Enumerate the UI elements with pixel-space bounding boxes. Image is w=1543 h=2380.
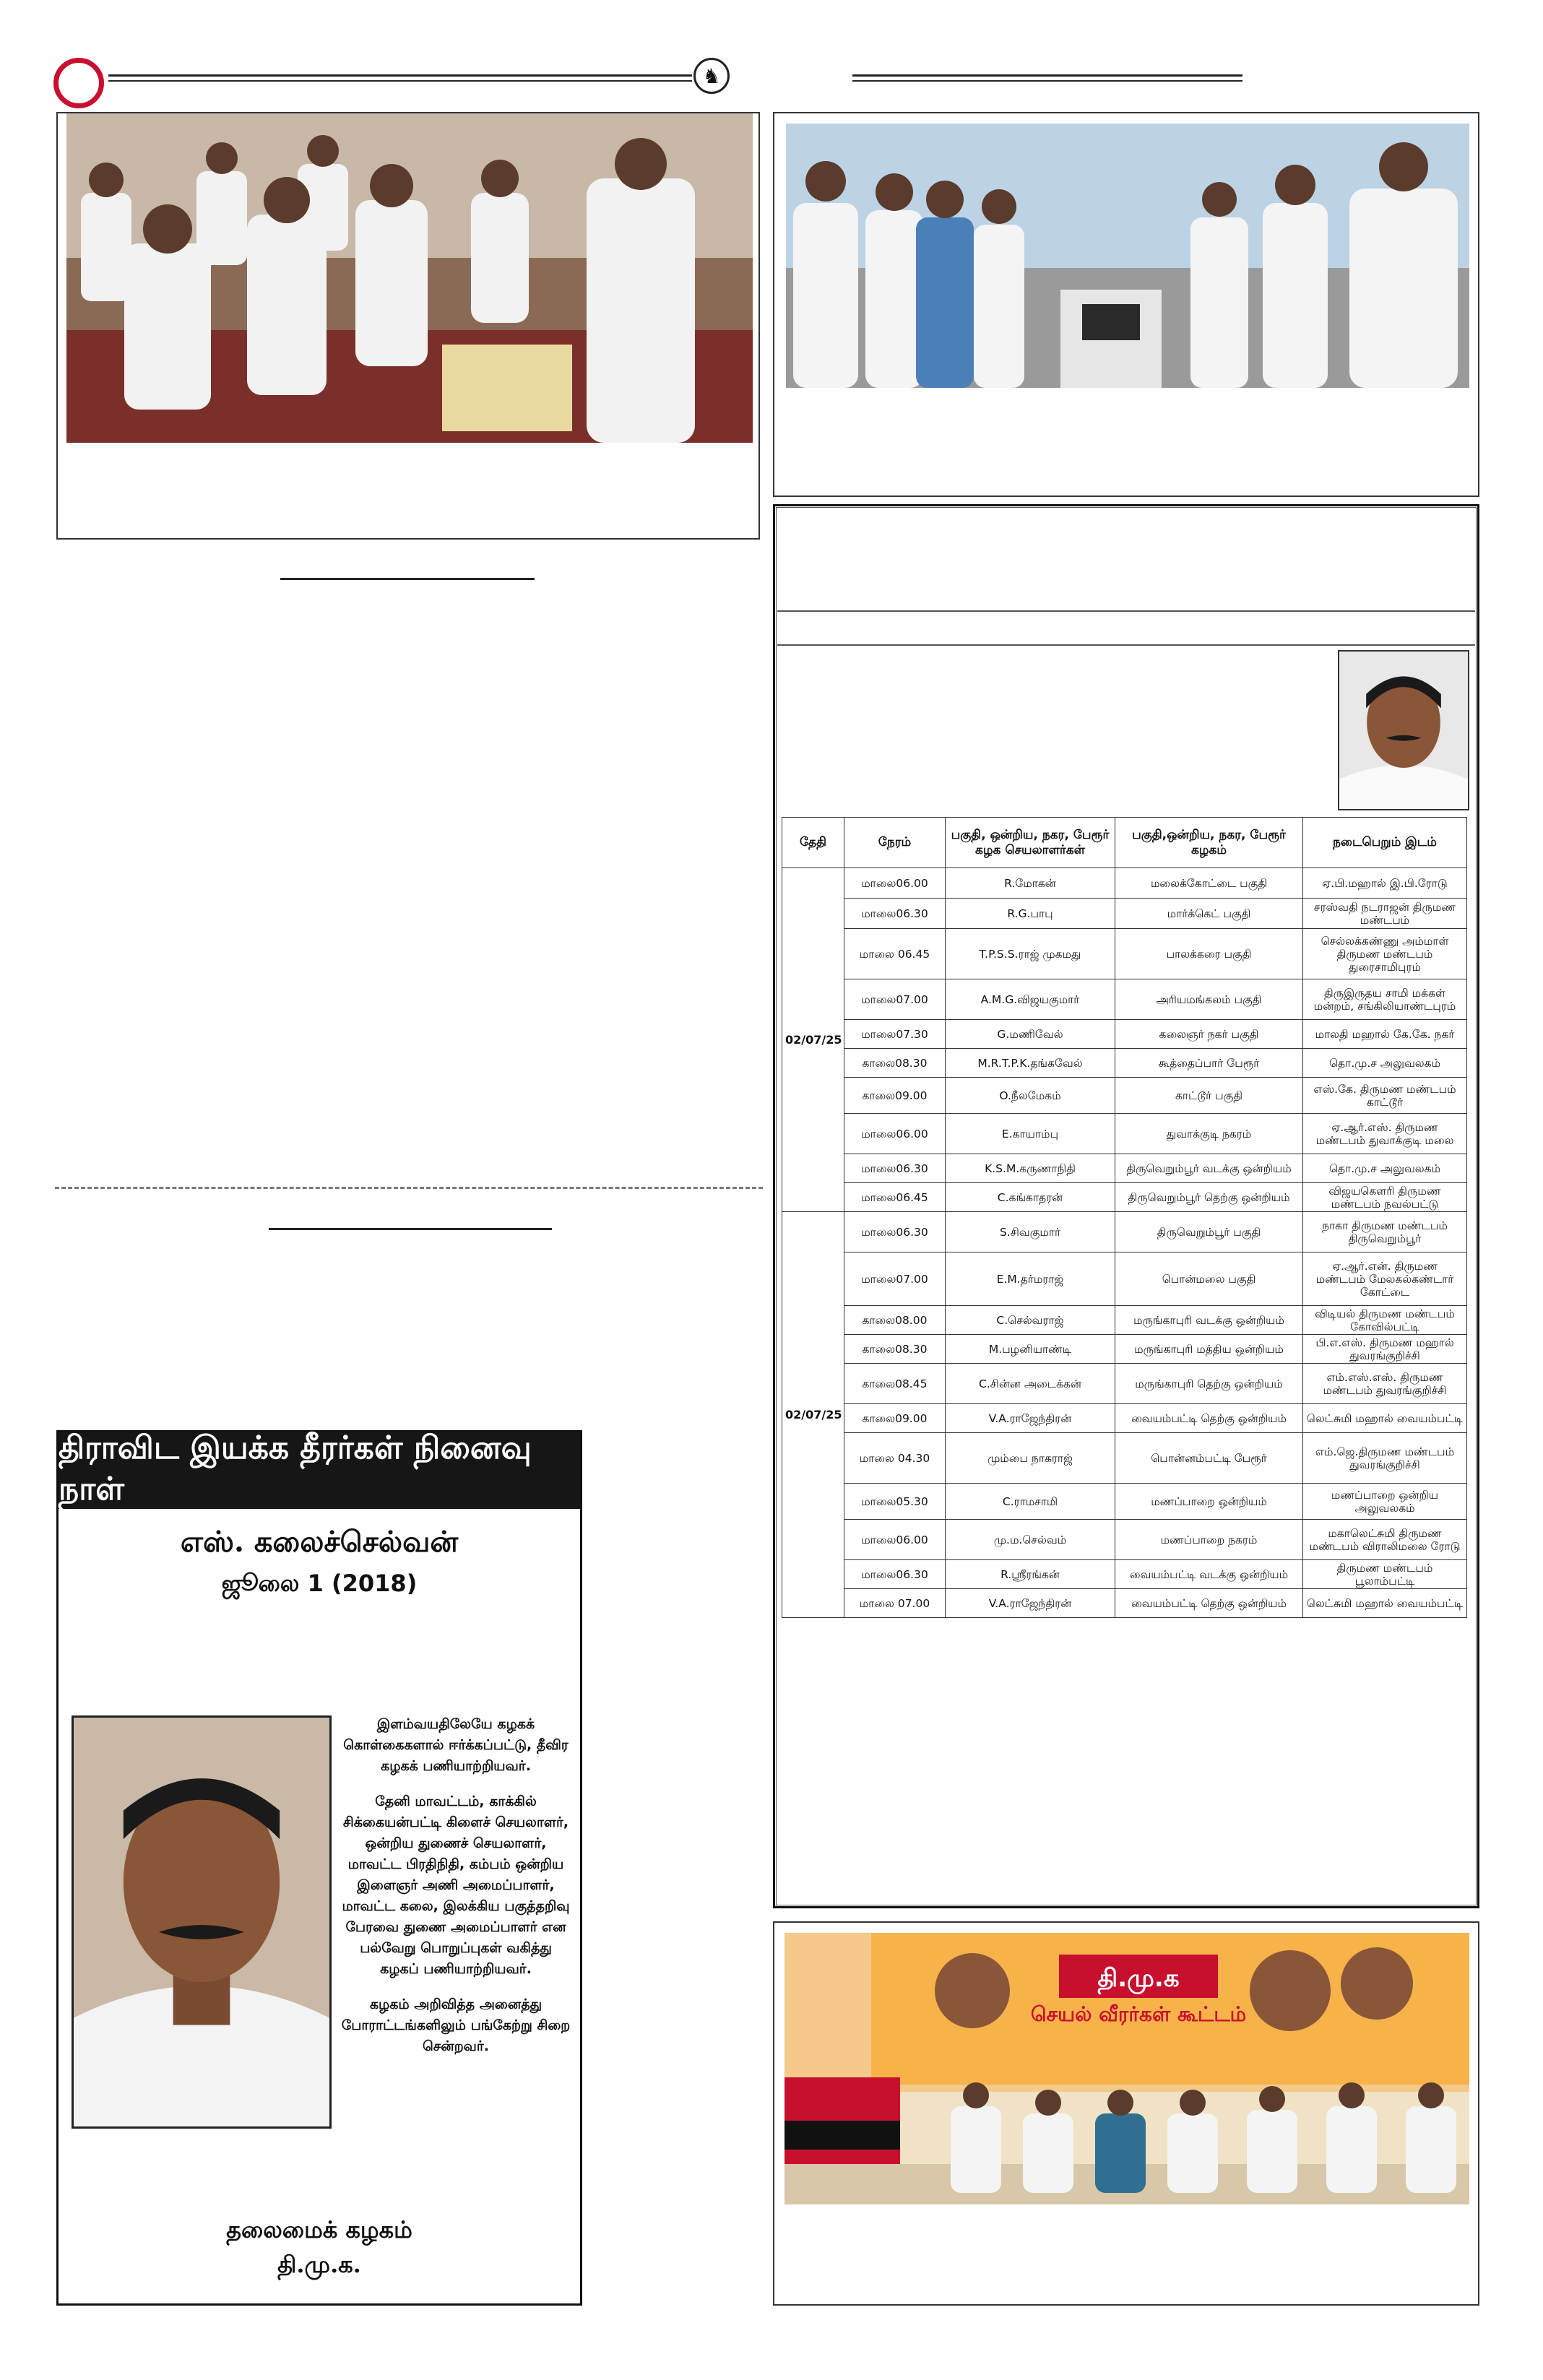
schedule-venue-cell: தொ.மு.ச அலுவலகம்: [1303, 1154, 1467, 1183]
masthead-rule: [108, 74, 692, 77]
memorial-header: திராவிட இயக்க தீரர்கள் நினைவு நாள்: [59, 1432, 580, 1509]
schedule-time-cell: மாலை07.00: [844, 1252, 946, 1306]
schedule-row: [782, 1212, 1467, 1252]
schedule-venue-cell: மணப்பாறை ஒன்றிய அலுவலகம்: [1303, 1484, 1467, 1520]
schedule-row: [782, 929, 1467, 979]
memorial-bio-3: கழகம் அறிவித்த அனைத்து போராட்டங்களிலும் பங்கேற்று சிறை சென்றவர்.: [341, 1996, 571, 2054]
schedule-unit-cell: மணப்பாறை நகரம்: [1115, 1520, 1303, 1560]
memorial-footer: [59, 2212, 580, 2282]
schedule-secretary-cell: V.A.ராஜேந்திரன்: [946, 1589, 1115, 1618]
schedule-time-cell: காலை08.30: [844, 1335, 946, 1364]
schedule-secretary-cell: G.மணிவேல்: [946, 1020, 1115, 1049]
memorial-notice: [56, 1430, 582, 2306]
schedule-row: [782, 1252, 1467, 1306]
schedule-unit-cell: பொன்னம்பட்டி பேரூர்: [1115, 1433, 1303, 1484]
schedule-separator: [777, 644, 1475, 646]
schedule-unit-cell: கூத்தைப்பார் பேரூர்: [1115, 1049, 1303, 1078]
schedule-row: [782, 899, 1467, 929]
schedule-secretary-cell: R.மோகன்: [946, 868, 1115, 899]
schedule-time-cell: மாலை06.30: [844, 1560, 946, 1589]
schedule-secretary-cell: E.M.தர்மராஜ்: [946, 1252, 1115, 1306]
schedule-unit-cell: மணப்பாறை ஒன்றியம்: [1115, 1484, 1303, 1520]
schedule-venue-cell: சரஸ்வதி நடராஜன் திருமண மண்டபம்: [1303, 899, 1467, 929]
schedule-secretary-cell: மும்பை நாகராஜ்: [946, 1433, 1115, 1484]
schedule-venue-cell: எம்.ஜெ.திருமண மண்டபம் துவரங்குறிச்சி: [1303, 1433, 1467, 1484]
schedule-unit-cell: காட்டூர் பகுதி: [1115, 1078, 1303, 1114]
schedule-header-row: [782, 818, 1467, 868]
header-secretary: பகுதி, ஒன்றிய, நகர, பேரூர் கழக செயலாளர்கள்: [946, 818, 1115, 868]
schedule-venue-cell: திருமண மண்டபம் பூலாம்பட்டி: [1303, 1560, 1467, 1589]
schedule-unit-cell: திருவெறும்பூர் தெற்கு ஒன்றியம்: [1115, 1183, 1303, 1212]
schedule-row: [782, 979, 1467, 1020]
schedule-venue-cell: பி.எ.எஸ். திருமண மஹால் துவரங்குறிச்சி: [1303, 1335, 1467, 1364]
schedule-time-cell: மாலை06.30: [844, 1212, 946, 1252]
schedule-time-cell: மாலை06.30: [844, 1154, 946, 1183]
masthead-rule-thin: [108, 80, 692, 82]
plaque-photo: [786, 124, 1469, 388]
banner-photo-frame: [773, 1921, 1479, 2306]
schedule-time-cell: மாலை06.00: [844, 1520, 946, 1560]
masthead-logo-icon: [53, 58, 104, 108]
schedule-secretary-cell: R.ஸ்ரீரங்கன்: [946, 1560, 1115, 1589]
header-time: நேரம்: [844, 818, 946, 868]
schedule-unit-cell: கலைஞர் நகர் பகுதி: [1115, 1020, 1303, 1049]
schedule-secretary-cell: C.சின்ன அடைக்கன்: [946, 1364, 1115, 1404]
schedule-row: [782, 868, 1467, 899]
schedule-secretary-cell: மு.ம.செல்வம்: [946, 1520, 1115, 1560]
schedule-secretary-cell: C.கங்காதரன்: [946, 1183, 1115, 1212]
schedule-venue-cell: மாலதி மஹால் கே.கே. நகர்: [1303, 1020, 1467, 1049]
schedule-time-cell: காலை08.30: [844, 1049, 946, 1078]
schedule-secretary-cell: E.காயாம்பு: [946, 1114, 1115, 1154]
banner-event-text: செயல் வீரர்கள் கூட்டம்: [1030, 2002, 1247, 2026]
schedule-secretary-cell: S.சிவகுமார்: [946, 1212, 1115, 1252]
article-rule-2: [269, 1228, 552, 1230]
schedule-row: [782, 1484, 1467, 1520]
schedule-venue-cell: செல்லக்கண்ணு அம்மாள் திருமண மண்டபம் துரைசாமிபுரம்: [1303, 929, 1467, 979]
memorial-footer-line1: தலைமைக் கழகம்: [226, 2216, 412, 2243]
schedule-row: [782, 1589, 1467, 1618]
schedule-time-cell: மாலை07.30: [844, 1020, 946, 1049]
schedule-row: [782, 1560, 1467, 1589]
memorial-name: எஸ். கலைச்செல்வன்: [180, 1525, 459, 1559]
schedule-unit-cell: திருவெறும்பூர் பகுதி: [1115, 1212, 1303, 1252]
schedule-secretary-cell: T.P.S.S.ராஜ் முகமது: [946, 929, 1115, 979]
schedule-row: [782, 1020, 1467, 1049]
schedule-row: [782, 1306, 1467, 1335]
schedule-venue-cell: ஏ.ஆர்.என். திருமண மண்டபம் மேலகல்கண்டார் கோட்டை: [1303, 1252, 1467, 1306]
schedule-time-cell: காலை09.00: [844, 1078, 946, 1114]
schedule-secretary-cell: R.G.பாபு: [946, 899, 1115, 929]
schedule-date-cell: 02/07/25: [782, 868, 844, 1212]
memorial-date: ஜூலை 1 (2018): [221, 1570, 418, 1597]
schedule-secretary-cell: M.பழனியாண்டி: [946, 1335, 1115, 1364]
schedule-time-cell: காலை08.45: [844, 1364, 946, 1404]
banner-party-text: தி.மு.க: [1097, 1964, 1180, 1993]
schedule-time-cell: மாலை 06.45: [844, 929, 946, 979]
schedule-venue-cell: எம்.எஸ்.எஸ். திருமண மண்டபம் துவரங்குறிச்சி: [1303, 1364, 1467, 1404]
schedule-unit-cell: மருங்காபுரி வடக்கு ஒன்றியம்: [1115, 1306, 1303, 1335]
schedule-unit-cell: பொன்மலை பகுதி: [1115, 1252, 1303, 1306]
schedule-time-cell: மாலை07.00: [844, 979, 946, 1020]
schedule-table: [782, 817, 1467, 1618]
schedule-unit-cell: பாலக்கரை பகுதி: [1115, 929, 1303, 979]
schedule-secretary-cell: C.ராமசாமி: [946, 1484, 1115, 1520]
schedule-time-cell: மாலை06.00: [844, 868, 946, 899]
schedule-venue-cell: மகாலெட்சுமி திருமண மண்டபம் விராலிமலை ரோடு: [1303, 1520, 1467, 1560]
schedule-secretary-cell: O.நீலமேகம்: [946, 1078, 1115, 1114]
schedule-row: [782, 1433, 1467, 1484]
schedule-venue-cell: தொ.மு.ச அலுவலகம்: [1303, 1049, 1467, 1078]
schedule-secretary-cell: K.S.M.கருணாநிதி: [946, 1154, 1115, 1183]
plaque-photo-frame: [773, 112, 1479, 497]
header-venue: நடைபெறும் இடம்: [1303, 818, 1467, 868]
memorial-footer-line2: தி.மு.க.: [277, 2251, 361, 2278]
schedule-time-cell: மாலை 04.30: [844, 1433, 946, 1484]
schedule-row: [782, 1114, 1467, 1154]
schedule-venue-cell: லெட்சுமி மஹால் வையம்பட்டி: [1303, 1589, 1467, 1618]
schedule-secretary-cell: M.R.T.P.K.தங்கவேல்: [946, 1049, 1115, 1078]
schedule-secretary-cell: V.A.ராஜேந்திரன்: [946, 1404, 1115, 1433]
header-date: தேதி: [782, 818, 844, 868]
header-unit: பகுதி,ஒன்றிய, நகர, பேரூர் கழகம்: [1115, 818, 1303, 868]
schedule-unit-cell: மருங்காபுரி தெற்கு ஒன்றியம்: [1115, 1364, 1303, 1404]
schedule-time-cell: மாலை06.30: [844, 899, 946, 929]
column-divider: [55, 1187, 763, 1189]
schedule-time-cell: காலை09.00: [844, 1404, 946, 1433]
schedule-venue-cell: விடியல் திருமண மண்டபம் கோவில்பட்டி: [1303, 1306, 1467, 1335]
memorial-bio-1: இளம்வயதிலேயே கழகக் கொள்கைகளால் ஈர்க்கப்பட்டு, தீவிர கழகக் பணியாற்றியவர்.: [343, 1716, 569, 1774]
schedule-row: [782, 1364, 1467, 1404]
memorial-bio: [340, 1714, 571, 2072]
schedule-portrait: [1338, 650, 1469, 810]
schedule-time-cell: மாலை05.30: [844, 1484, 946, 1520]
schedule-venue-cell: எஸ்.கே. திருமண மண்டபம் காட்டூர்: [1303, 1078, 1467, 1114]
schedule-separator: [777, 610, 1475, 612]
schedule-unit-cell: வையம்பட்டி வடக்கு ஒன்றியம்: [1115, 1560, 1303, 1589]
schedule-unit-cell: திருவெறும்பூர் வடக்கு ஒன்றியம்: [1115, 1154, 1303, 1183]
schedule-row: [782, 1154, 1467, 1183]
schedule-unit-cell: மருங்காபுரி மத்திய ஒன்றியம்: [1115, 1335, 1303, 1364]
banner-photo: [785, 1933, 1469, 2204]
schedule-venue-cell: ஏ.ஆர்.எஸ். திருமண மண்டபம் துவாக்குடி மலை: [1303, 1114, 1467, 1154]
schedule-secretary-cell: C.செல்வராஜ்: [946, 1306, 1115, 1335]
schedule-secretary-cell: A.M.G.விஜயகுமார்: [946, 979, 1115, 1020]
schedule-row: [782, 1335, 1467, 1364]
masthead-rule-right: [852, 74, 1242, 77]
schedule-date-cell: 02/07/25: [782, 1212, 844, 1618]
schedule-venue-cell: விஜயகௌரி திருமண மண்டபம் நவல்பட்டு: [1303, 1183, 1467, 1212]
schedule-venue-cell: திருஇருதய சாமி மக்கள் மன்றம், சங்கிலியாண்டபுரம்: [1303, 979, 1467, 1020]
schedule-row: [782, 1520, 1467, 1560]
schedule-row: [782, 1183, 1467, 1212]
memorial-bio-2: தேனி மாவட்டம், காக்கில் சிக்கையன்பட்டி கிளைச் செயலாளர், ஒன்றிய துணைச் செயலாளர், மாவட்ட பிரதிநிதி, கம்பம் ஒன்றிய இளைஞர் அணி அமைப்பாளர், மாவட்ட கலை, இலக்கிய பகுத்தறிவு பேரவை துணை அமைப்பாளர் என பல்வேறு பொறுப்புகள் வகித்து கழகப் பணியாற்றியவர்.: [342, 1793, 570, 1977]
schedule-unit-cell: மார்க்கெட் பகுதி: [1115, 899, 1303, 929]
schedule-time-cell: மாலை06.00: [844, 1114, 946, 1154]
meeting-photo: [66, 113, 753, 443]
meeting-photo-frame: [56, 112, 760, 540]
schedule-row: [782, 1049, 1467, 1078]
schedule-time-cell: மாலை06.45: [844, 1183, 946, 1212]
schedule-row: [782, 1078, 1467, 1114]
schedule-venue-cell: லெட்சுமி மஹால் வையம்பட்டி: [1303, 1404, 1467, 1433]
masthead-rule-right-thin: [852, 80, 1242, 82]
schedule-unit-cell: அரியமங்கலம் பகுதி: [1115, 979, 1303, 1020]
schedule-time-cell: காலை08.00: [844, 1306, 946, 1335]
schedule-unit-cell: வையம்பட்டி தெற்கு ஒன்றியம்: [1115, 1589, 1303, 1618]
schedule-venue-cell: நாகா திருமண மண்டபம் திருவெறும்பூர்: [1303, 1212, 1467, 1252]
schedule-venue-cell: ஏ.பி.மஹால் இ.பி.ரோடு: [1303, 868, 1467, 899]
schedule-unit-cell: துவாக்குடி நகரம்: [1115, 1114, 1303, 1154]
schedule-unit-cell: வையம்பட்டி தெற்கு ஒன்றியம்: [1115, 1404, 1303, 1433]
schedule-time-cell: மாலை 07.00: [844, 1589, 946, 1618]
memorial-portrait: [72, 1715, 332, 2129]
schedule-row: [782, 1404, 1467, 1433]
schedule-unit-cell: மலைக்கோட்டை பகுதி: [1115, 868, 1303, 899]
elephant-emblem-icon: ♞: [693, 58, 730, 94]
article-rule-1: [280, 578, 535, 580]
